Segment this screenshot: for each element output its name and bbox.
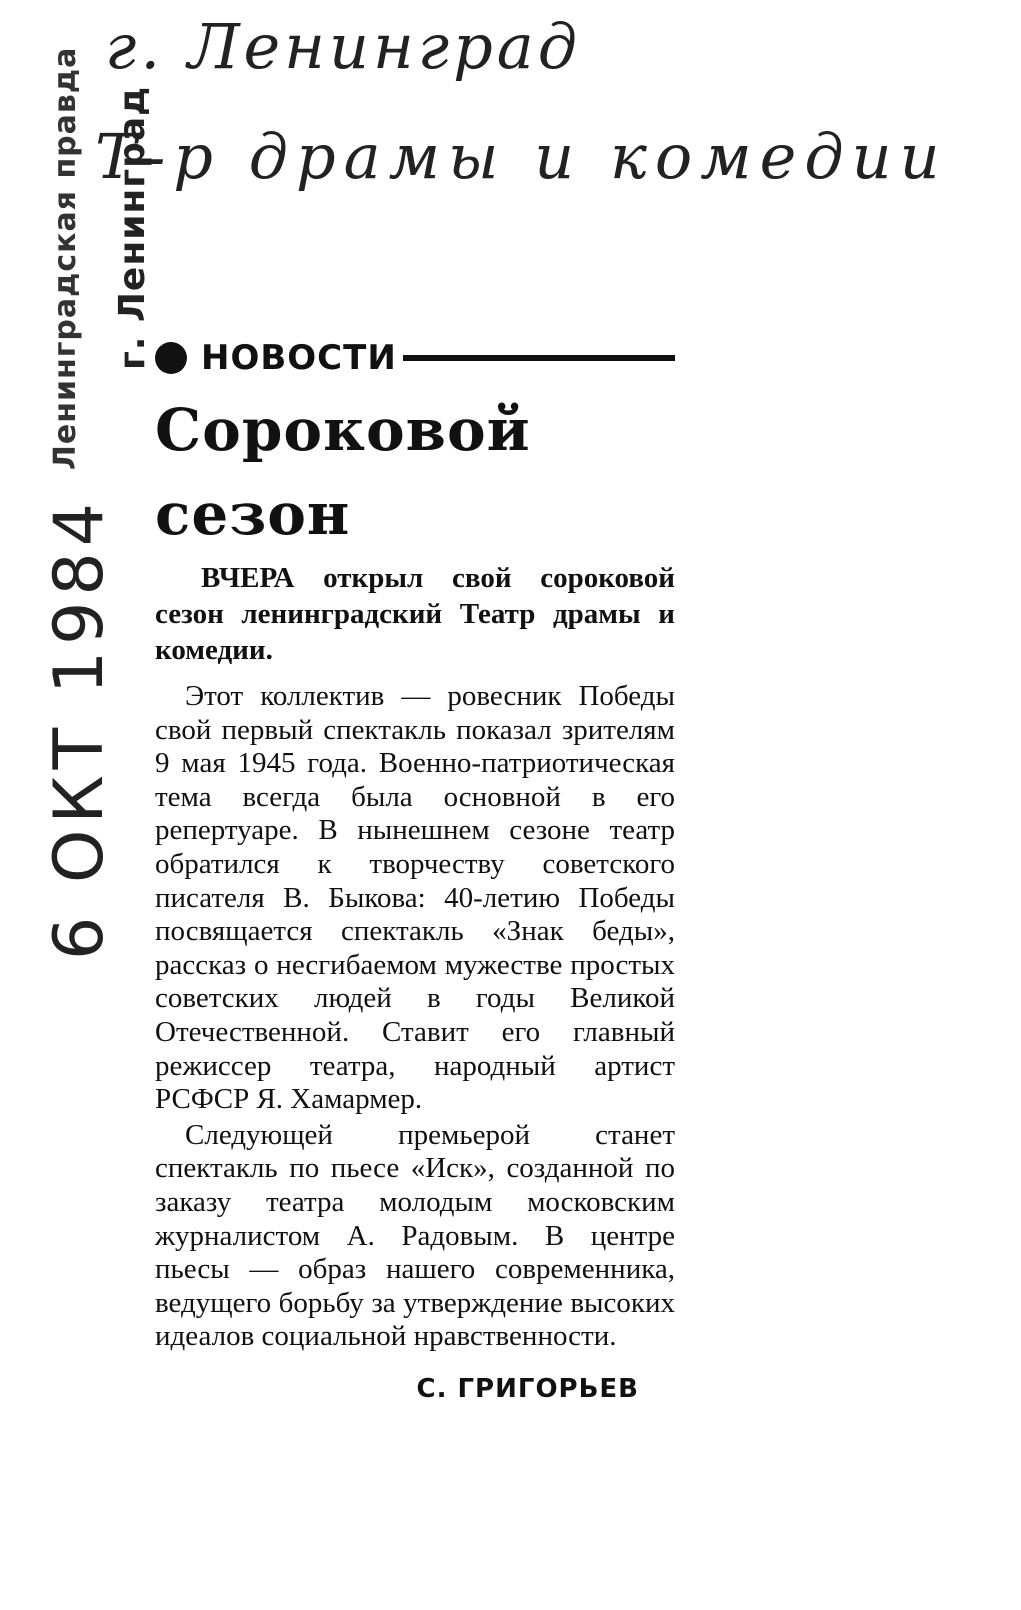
stamp-date: 6 ОКТ 1984	[40, 497, 119, 960]
rubric-label: НОВОСТИ	[201, 338, 397, 378]
handwritten-note	[95, 0, 995, 260]
rubric-rule	[403, 355, 675, 361]
bullet-dot-icon	[155, 342, 187, 374]
article-paragraph-1: Этот коллектив — ровесник Победы свой первый спектакль показал зрителям 9 мая 1945 года. Военно-патриотическая тема всегда была основной в его репертуаре. В нынешнем сезоне театр обратился к творчеству советского писателя В. Быкова: 40-летию Победы посвящается спектакль «Знак беды», рассказ о несгибаемом мужестве простых советских людей в годы Великой Отечественной. Ставит его главный режиссер театра, народный артист РСФСР Я. Хамармер.	[155, 680, 675, 1116]
stamp-newspaper: Ленинградская правда	[48, 46, 83, 470]
handwritten-theatre: Т-р драмы и комедии	[95, 120, 948, 193]
handwritten-city: г. Ленинград	[105, 10, 582, 83]
article-paragraph-2: Следующей премьерой станет спектакль по пьесе «Иск», созданной по заказу театра молодым московским журналистом А. Радовым. В центре пьесы — образ нашего современника, ведущего борьбу за утверждение высоких идеалов социальной нравственности.	[155, 1118, 675, 1353]
stamp-city: г. Ленинград	[112, 85, 153, 370]
article-headline: Сороковой сезон	[155, 396, 531, 548]
rubric-header	[155, 330, 675, 386]
news-article	[155, 330, 675, 1404]
article-lede: ВЧЕРА открыл свой сороковой сезон ленинградский Театр драмы и комедии.	[155, 562, 675, 666]
article-byline: С. ГРИГОРЬЕВ	[416, 1373, 639, 1404]
